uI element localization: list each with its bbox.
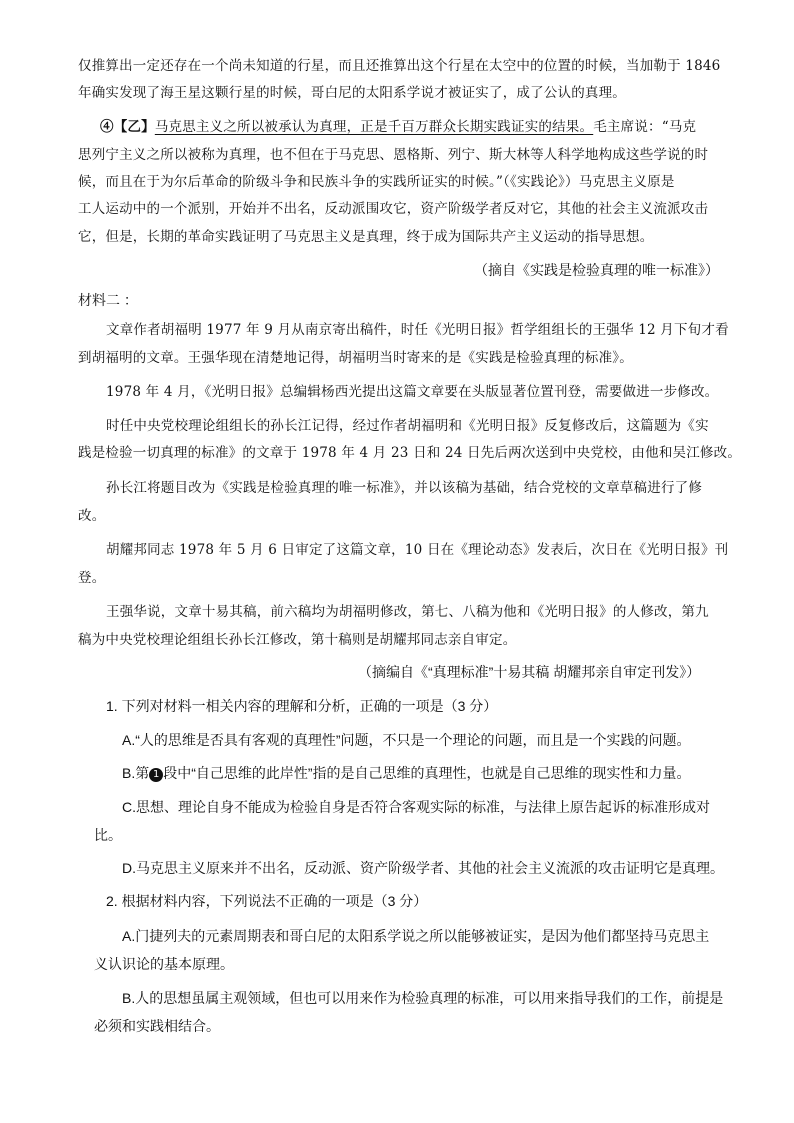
material2-para-3-line-1: 时任中央党校理论组组长的孙长江记得，经过作者胡福明和《光明日报》反复修改后，这篇题为《实 — [106, 418, 709, 434]
material2-para-6-line-1: 王强华说，文章十易其稿，前六稿均为胡福明修改，第七、八稿为他和《光明日报》的人修改，第九 — [106, 604, 709, 620]
material2-para-5-line-2: 登。 — [78, 570, 106, 586]
material2-para-4-line-2: 改。 — [78, 508, 106, 524]
circled-number-icon: 1 — [149, 768, 163, 782]
question-2-option-b-line-1: B.人的思想虽属主观领域，但也可以用来作为检验真理的标准，可以用来指导我们的工作，前提是 — [122, 990, 724, 1006]
material2-para-1-line-2: 到胡福明的文章。王强华现在清楚地记得，胡福明当时寄来的是《实践是检验真理的标准》。 — [78, 350, 633, 366]
material1-para-4-line-5: 它，但是，长期的革命实践证明了马克思主义是真理，终于成为国际共产主义运动的指导思想。 — [78, 229, 654, 245]
material2-para-6-line-2: 稿为中央党校理论组组长孙长江修改，第十稿则是胡耀邦同志亲自审定。 — [78, 632, 517, 648]
para-number: ④ — [100, 119, 114, 135]
question-2-option-a-line-1: A.门捷列夫的元素周期表和哥白尼的太阳系学说之所以能够被证实，是因为他们都坚持马克思主 — [122, 928, 710, 944]
material1-para-4-line-4: 工人运动中的一个派别，开始并不出名，反动派围攻它，资产阶级学者反对它，其他的社会主义流派攻击 — [78, 201, 709, 217]
material1-para-4-line-1 — [100, 117, 696, 137]
material1-para-4-line-3: 候，而且在于为尔后革命的阶级斗争和民族斗争的实践所证实的时候。”（《实践论》）马克思主义原是 — [78, 174, 675, 190]
question-1-stem: 1. 下列对材料一相关内容的理解和分析，正确的一项是（3 分） — [106, 698, 498, 714]
question-2-option-b-line-2: 必须和实践相结合。 — [94, 1018, 220, 1034]
para-tag: 【乙】 — [113, 119, 155, 135]
question-2-stem: 2. 根据材料内容，下列说法不正确的一项是（3 分） — [106, 893, 428, 909]
question-1-option-c-line-2: 比。 — [94, 827, 122, 843]
material1-line-1: 仅推算出一定还存在一个尚未知道的行星，而且还推算出这个行星在太空中的位置的时候，当加勒于 1846 — [78, 58, 721, 74]
material2-para-5-line-1: 胡耀邦同志 1978 年 5 月 6 日审定了这篇文章，10 日在《理论动态》发表后，次日在《光明日报》刊 — [106, 542, 729, 558]
question-1-option-c-line-1: C.思想、理论自身不能成为检验自身是否符合客观实际的标准，与法律上原告起诉的标准形成对 — [122, 799, 710, 815]
question-1-option-d: D.马克思主义原来并不出名，反动派、资产阶级学者、其他的社会主义流派的攻击证明它是真理。 — [122, 860, 724, 876]
question-1-option-a: A.“人的思维是否具有客观的真理性”问题，不只是一个理论的问题，而且是一个实践的问题。 — [122, 732, 691, 748]
material2-para-3-line-2: 践是检验一切真理的标准》的文章于 1978 年 4 月 23 日和 24 日先后两次送到中央党校，由他和吴江修改。 — [78, 445, 742, 461]
underlined-sentence: 马克思主义之所以被承认为真理，正是千百万群众长期实践证实的结果。 — [154, 119, 594, 135]
option-b-prefix: B.第 — [122, 765, 150, 781]
material2-para-2: 1978 年 4 月，《光明日报》总编辑杨西光提出这篇文章要在头版显著位置刊登，需要做进一步修改。 — [106, 384, 719, 400]
question-1-option-b — [122, 763, 691, 783]
material2-para-4-line-1: 孙长江将题目改为《实践是检验真理的唯一标准》，并以该稿为基础，结合党校的文章草稿进行了修 — [106, 480, 703, 496]
material1-para-4-line-2: 思列宁主义之所以被称为真理，也不但在于马克思、恩格斯、列宁、斯大林等人科学地构成这些学说的时 — [78, 147, 709, 163]
para-4-line-1-rest: 毛主席说：“马克 — [593, 119, 697, 135]
material1-source: （摘自《实践是检验真理的唯一标准》） — [474, 262, 719, 278]
material2-source: （摘编自《“真理标准”十易其稿 胡耀邦亲自审定刊发》） — [358, 664, 701, 680]
material2-heading: 材料二 ： — [78, 292, 138, 308]
material1-line-2: 年确实发现了海王星这颗行星的时候，哥白尼的太阳系学说才被证实了，成了公认的真理。 — [78, 85, 626, 101]
question-2-option-a-line-2: 义认识论的基本原理。 — [94, 956, 234, 972]
material2-para-1-line-1: 文章作者胡福明 1977 年 9 月从南京寄出稿件，时任《光明日报》哲学组组长的王强华 12 月下旬才看 — [106, 322, 729, 338]
option-b-text: 段中“自己思维的此岸性”指的是自己思维的真理性，也就是自己思维的现实性和力量。 — [163, 765, 691, 781]
